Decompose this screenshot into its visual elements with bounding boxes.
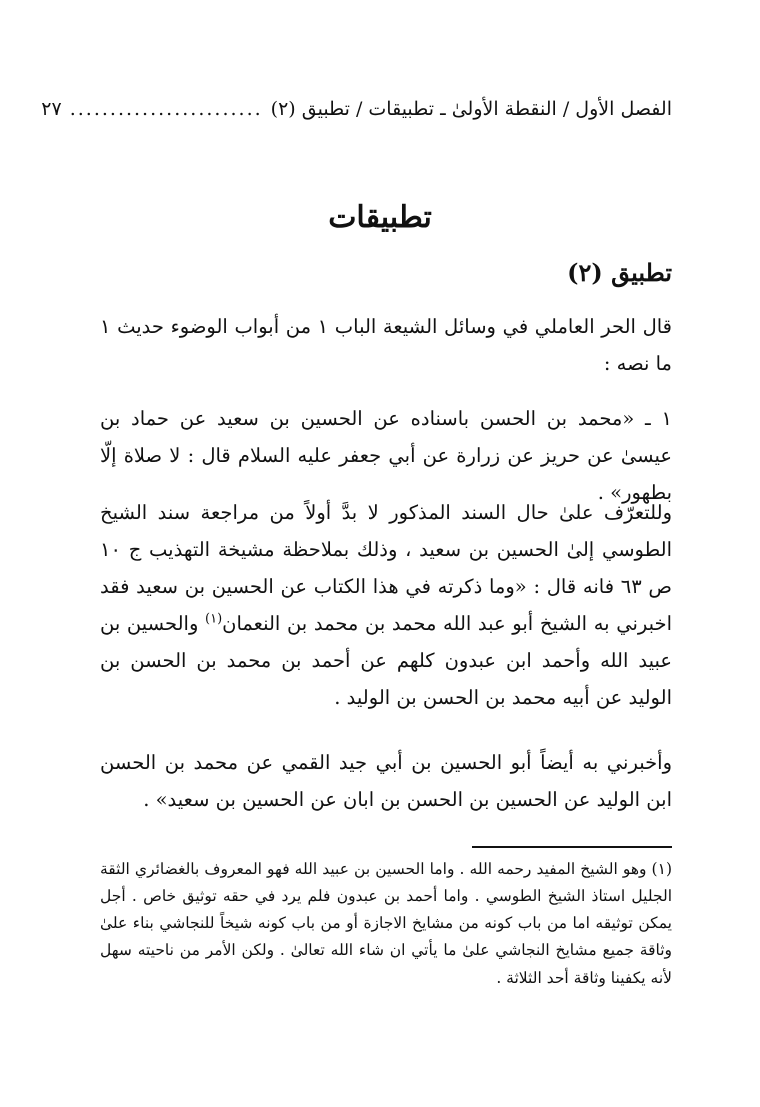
- footnote-marker: (١): [205, 611, 223, 627]
- paragraph-intro: قال الحر العاملي في وسائل الشيعة الباب ١ من أبواب الوضوء حديث ١ ما نصه :: [100, 315, 672, 376]
- paragraph-chain-analysis: [100, 494, 672, 716]
- paragraph-second-chain: وأخبرني به أيضاً أبو الحسين بن أبي جيد القمي عن محمد بن الحسن ابن الوليد عن الحسين بن الحسن بن ابان عن الحسين بن سعيد» .: [100, 751, 672, 812]
- subheading: تطبيق (٢): [567, 258, 672, 287]
- running-header: [41, 98, 672, 132]
- paragraph-text: والحسين بن عبيد الله وأحمد ابن عبدون كلهم عن أحمد بن محمد بن الحسن بن الوليد عن أبيه محمد بن الحسن بن الوليد .: [100, 612, 672, 710]
- footnote: (١) وهو الشيخ المفيد رحمه الله . واما الحسين بن عبيد الله فهو المعروف بالغضائري الثقة الجليل استاذ الشيخ الطوسي . واما أحمد بن عبدون فلم يرد في حقه توثيق خاص . أجل يمكن توثيقه اما من باب كونه من مشايخ الاجازة أو من باب كونه شيخاً للنجاشي بناء علىٰ وثاقة جميع مشايخ النجاشي علىٰ ما يأتي ان شاء الله تعالىٰ . ولكن الأمر من ناحيته سهل لأنه يكفينا وثاقة أحد الثلاثة .: [100, 860, 672, 987]
- page-number: ٢٧: [41, 98, 62, 120]
- paragraph-text: وللتعرّف علىٰ حال السند المذكور لا بدَّ أولاً من مراجعة سند الشيخ الطوسي إلىٰ الحسين بن سعيد ، وذلك بملاحظة مشيخة التهذيب ج ١٠ ص ٦٣ فانه قال : «وما ذكرته في هذا الكتاب عن الحسين بن سعيد فقد اخبرني به الشيخ أبو عبد الله محمد بن محمد بن النعمان: [100, 501, 672, 636]
- footnote-divider: [472, 846, 672, 848]
- header-title: الفصل الأول / النقطة الأولىٰ ـ تطبيقات / تطبيق (٢): [270, 98, 672, 120]
- section-title: تطبيقات: [328, 200, 432, 235]
- paragraph-hadith: ١ ـ «محمد بن الحسن باسناده عن الحسين بن سعيد عن حماد بن عيسىٰ عن حريز عن زرارة عن أبي جعفر عليه السلام قال : لا صلاة إلّا بطهور» .: [100, 407, 672, 505]
- header-leader-dots: ........................: [69, 98, 263, 120]
